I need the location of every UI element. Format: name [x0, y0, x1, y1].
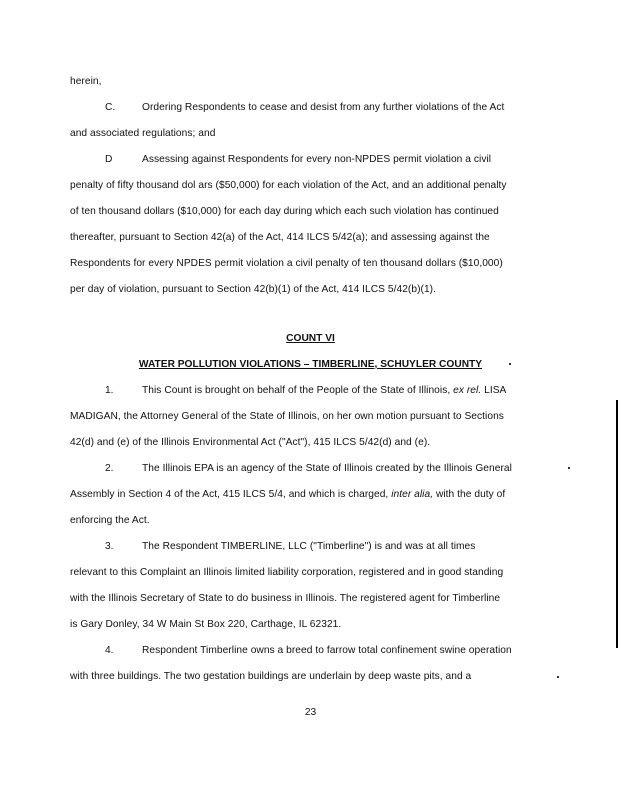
margin-change-bar — [616, 400, 618, 648]
scan-speck — [568, 467, 570, 469]
item-label-c: C. — [105, 102, 116, 113]
count-subtitle: WATER POLLUTION VIOLATIONS – TIMBERLINE, SCHUYLER COUNTY — [138, 359, 483, 370]
text-line: Respondent Timberline owns a breed to farrow total confinement swine operation — [142, 645, 512, 656]
text-line: MADIGAN, the Attorney General of the State of Illinois, on her own motion pursuant to Sections — [70, 411, 504, 422]
text-line: and associated regulations; and — [70, 128, 216, 139]
text-line: relevant to this Complaint an Illinois limited liability corporation, registered and in good standing — [70, 567, 504, 578]
paragraph-number: 2. — [105, 463, 114, 474]
text-line: The Respondent TIMBERLINE, LLC ("Timberline") is and was at all times — [142, 541, 476, 552]
paragraph-number: 3. — [105, 541, 114, 552]
text-line: penalty of fifty thousand dol ars ($50,000) for each violation of the Act, and an additional penalty — [70, 180, 507, 191]
text-line: with the Illinois Secretary of State to do business in Illinois. The registered agent for Timberline — [70, 593, 501, 604]
text-line: enforcing the Act. — [70, 515, 150, 526]
text-line: herein, — [70, 76, 102, 87]
count-title: COUNT VI — [286, 333, 335, 344]
text-line: thereafter, pursuant to Section 42(a) of the Act, 414 ILCS 5/42(a); and assessing against the — [70, 232, 490, 243]
text-line: Ordering Respondents to cease and desist from any further violations of the Act — [142, 102, 505, 113]
text-line: This Count is brought on behalf of the People of the State of Illinois, ex rel. LISA — [142, 385, 507, 396]
scan-speck — [557, 676, 559, 678]
text-line: per day of violation, pursuant to Section 42(b)(1) of the Act, 414 ILCS 5/42(b)(1). — [70, 284, 437, 295]
scan-speck — [509, 363, 511, 365]
page-number: 23 — [304, 707, 317, 718]
paragraph-number: 4. — [105, 645, 114, 656]
text-line: Assembly in Section 4 of the Act, 415 ILCS 5/4, and which is charged, inter alia, with the duty of — [70, 489, 506, 500]
text-line: The Illinois EPA is an agency of the State of Illinois created by the Illinois General — [142, 463, 512, 474]
text-line: is Gary Donley, 34 W Main St Box 220, Carthage, IL 62321. — [70, 619, 342, 630]
item-label-d: D — [105, 154, 113, 165]
text-line: with three buildings. The two gestation buildings are underlain by deep waste pits, and a — [70, 671, 472, 682]
paragraph-number: 1. — [105, 385, 114, 396]
text-line: of ten thousand dollars ($10,000) for each day during which each such violation has continued — [70, 206, 499, 217]
text-line: 42(d) and (e) of the Illinois Environmental Act ("Act"), 415 ILCS 5/42(d) and (e). — [70, 437, 431, 448]
text-line: Respondents for every NPDES permit violation a civil penalty of ten thousand dollars ($10,000) — [70, 258, 503, 269]
text-line: Assessing against Respondents for every non-NPDES permit violation a civil — [142, 154, 492, 165]
